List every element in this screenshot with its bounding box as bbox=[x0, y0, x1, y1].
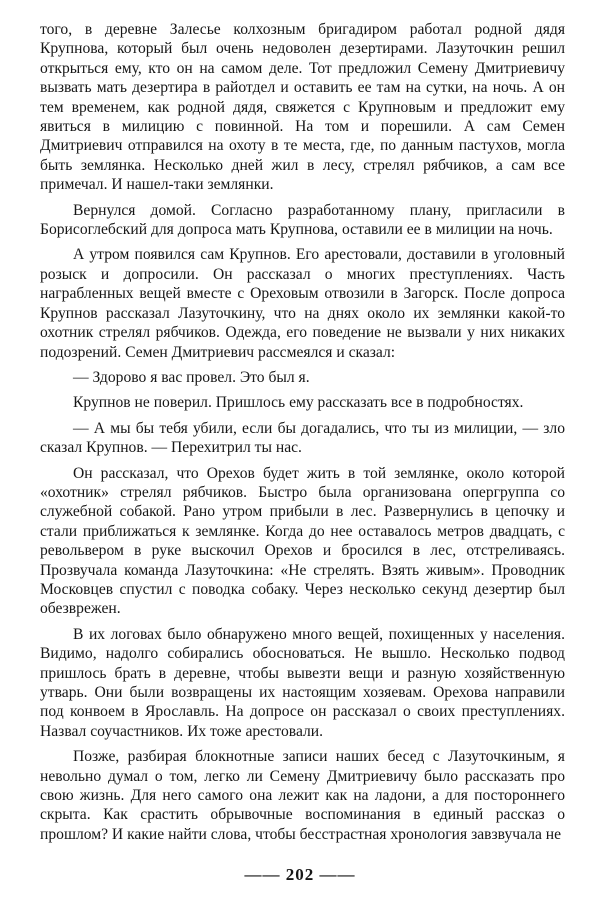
paragraph-4: — Здорово я вас провел. Это был я. bbox=[73, 368, 310, 386]
paragraph-8: В их логовах было обнаружено много вещей, похищенных у населения. Видимо, надолго собирались обосноваться. Не вышло. Несколько подвод пришлось брать в деревне, чтобы вывезти вещи и разную хозяйственную утварь. Они были возвращены их настоящим хозяевам. Орехова направили под конвоем в Ярославль. На допросе он рассказал о своих преступлениях. Назвал соучастников. Их тоже арестовали. bbox=[40, 625, 565, 740]
paragraph-7: Он рассказал, что Орехов будет жить в той землянке, около которой «охотник» стрелял рябчиков. Быстро была организована опергруппа со служебной собакой. Рано утром прибыли в лес. Развернулись в цепочку и стали приближаться к землянке. Когда до нее оставалось метров двадцать, с револьвером в руке выскочил Орехов и бросился в лес, отстреливаясь. Прозвучала команда Лазуточкина: «Не стрелять. Взять живым». Проводник Московцев спустил с поводка собаку. Через несколько секунд дезертир был обезврежен. bbox=[40, 464, 565, 618]
paragraph-9: Позже, разбирая блокнотные записи наших бесед с Лазуточкиным, я невольно думал о том, легко ли Семену Дмитриевичу было рассказать про свою жизнь. Для него самого она лежит как на ладони, а для постороннего скрыта. Как срастить обрывочные воспоминания в единый рассказ о прошлом? И какие найти слова, чтобы бесстрастная хронология завзвучала не bbox=[40, 748, 565, 843]
page-number: —— 202 —— bbox=[244, 865, 356, 884]
page-body bbox=[40, 20, 565, 850]
paragraph-2: Вернулся домой. Согласно разработанному плану, пригласили в Борисоглебский для допроса мать Крупнова, оставили ее в милиции на ночь. bbox=[40, 201, 565, 239]
paragraph-3: А утром появился сам Крупнов. Его арестовали, доставили в уголовный розыск и допросили. Он рассказал о многих преступлениях. Часть награбленных вещей вместе с Ореховым отвозили в Загорск. После допроса Крупнов рассказал Лазуточкину, что на днях около их землянки какой-то охотник стрелял рябчиков. Одежда, его поведение не вызвали у них никаких подозрений. Семен Дмитриевич рассмеялся и сказал: bbox=[40, 246, 565, 361]
paragraph-6: — А мы бы тебя убили, если бы догадались, что ты из милиции, — зло сказал Крупнов. — Перехитрил ты нас. bbox=[40, 419, 565, 457]
paragraph-5: Крупнов не поверил. Пришлось ему рассказать все в подробностях. bbox=[73, 394, 524, 412]
paragraph-1: того, в деревне Залесье колхозным бригадиром работал родной дядя Крупнова, который был очень недоволен дезертирами. Лазуточкин решил открыться ему, кто он на самом деле. Тот предложил Семену Дмитриевичу вызвать мать дезертира в райотдел и оставить ее там на сутки, на ночь. А он тем временем, как родной дядя, свяжется с Крупновым и предложит ему явиться в милицию с повинной. На том и порешили. А сам Семен Дмитриевич отправился на охоту в те места, где, по данным пастухов, могла быть землянка. Несколько дней жил в лесу, стрелял рябчиков, а сам все примечал. И нашел-таки землянки. bbox=[40, 21, 565, 194]
